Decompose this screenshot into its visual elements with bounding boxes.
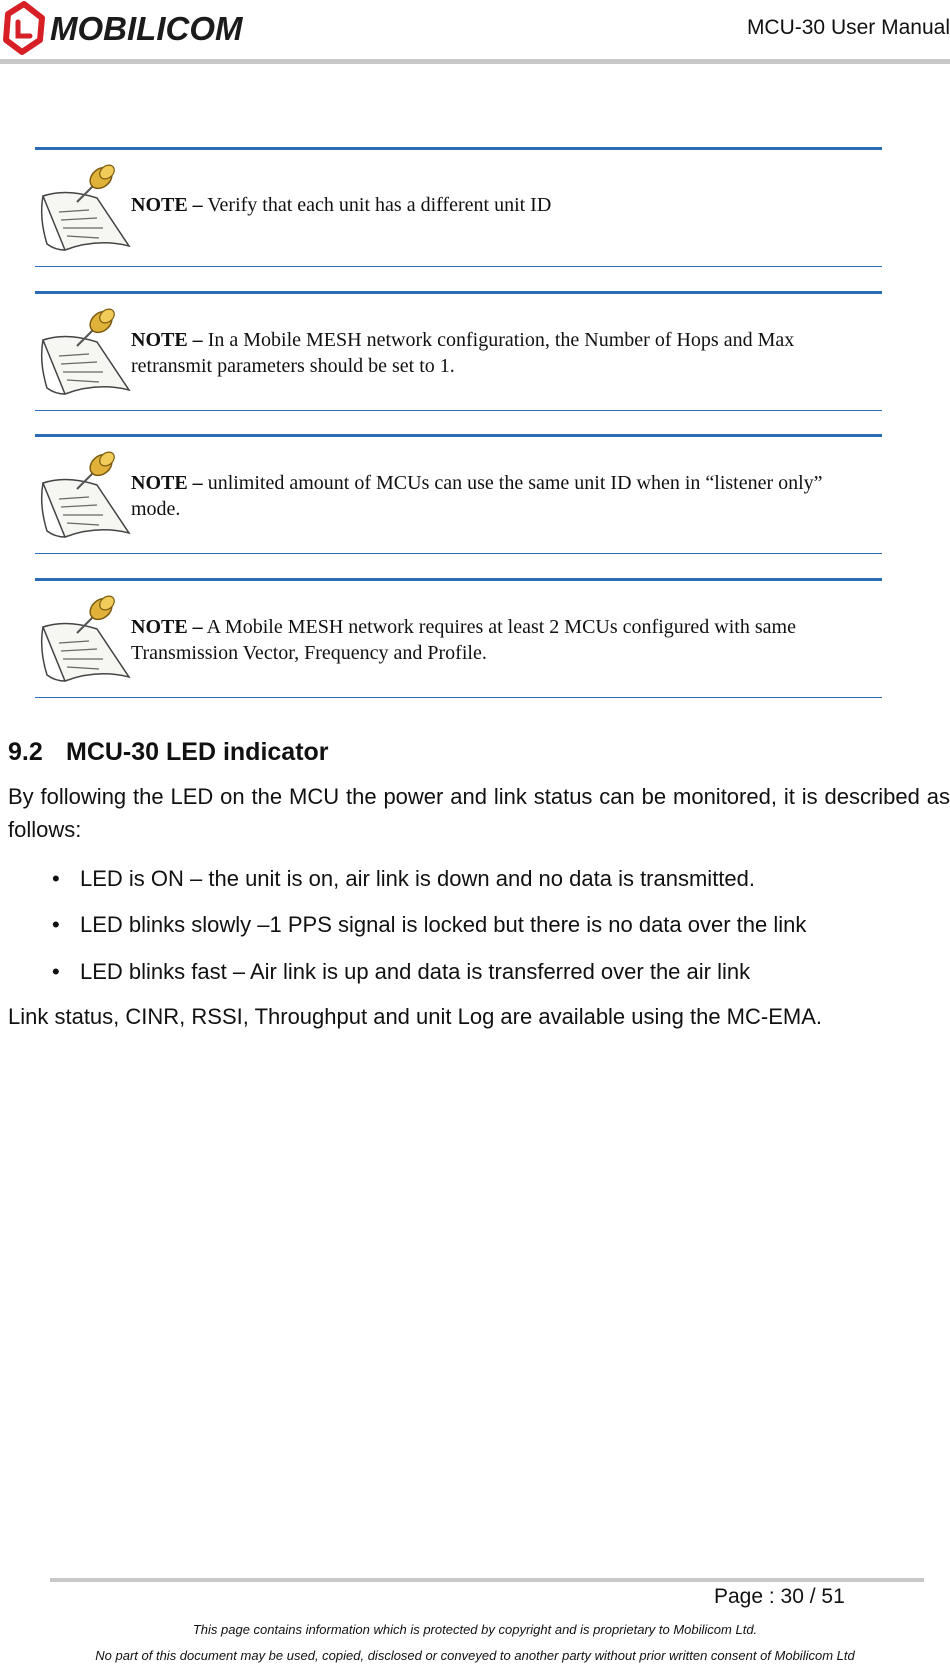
bullet-marker: • [52,912,60,937]
footer-divider [50,1578,924,1582]
note-label: NOTE – [131,616,203,638]
section-intro: By following the LED on the MCU the power and link status can be monitored, it is described as follows: [8,784,950,842]
manual-title: MCU-30 User Manual [746,16,950,39]
section-heading [8,738,329,767]
disclosure-notice: No part of this document may be used, copied, disclosed or conveyed to another party without prior written consent of Mobilicom Ltd [95,1648,855,1663]
note-label: NOTE – [131,194,203,216]
note-text [131,470,871,522]
note-box [35,434,882,554]
bullet-item: LED is ON – the unit is on, air link is down and no data is transmitted. [80,866,755,891]
logo-mark-icon [0,0,50,56]
header-divider [0,59,950,64]
note-box [35,147,882,267]
bullet-marker: • [52,959,60,984]
note-text [131,192,871,218]
note-text [131,614,871,666]
pinned-note-icon [37,589,133,687]
section-closing: Link status, CINR, RSSI, Throughput and unit Log are available using the MC-EMA. [8,1004,823,1029]
pinned-note-icon [37,158,133,256]
note-label: NOTE – [131,329,203,351]
bullet-marker: • [52,866,60,891]
pinned-note-icon [37,445,133,543]
copyright-notice: This page contains information which is protected by copyright and is proprietary to Mobilicom Ltd. [192,1622,758,1637]
logo-wordmark: MOBILICOM [50,10,243,47]
note-body: unlimited amount of MCUs can use the same unit ID when in “listener only” mode. [131,472,823,520]
page-header [0,0,950,62]
bullet-item: LED blinks slowly –1 PPS signal is locked but there is no data over the link [80,912,807,937]
note-text [131,327,871,379]
section-number: 9.2 [8,738,43,766]
bullet-item: LED blinks fast – Air link is up and data is transferred over the air link [80,959,751,984]
note-body: In a Mobile MESH network configuration, the Number of Hops and Max retransmit parameters should be set to 1. [131,329,795,377]
page-number: Page : 30 / 51 [714,1585,845,1608]
note-body: Verify that each unit has a different unit ID [207,194,552,216]
section-title: MCU-30 LED indicator [66,738,329,766]
note-body: A Mobile MESH network requires at least 2 MCUs configured with same Transmission Vector, Frequency and Profile. [131,616,796,664]
mobilicom-logo [0,0,290,58]
note-label: NOTE – [131,472,203,494]
note-box [35,578,882,698]
note-box [35,291,882,411]
pinned-note-icon [37,302,133,400]
